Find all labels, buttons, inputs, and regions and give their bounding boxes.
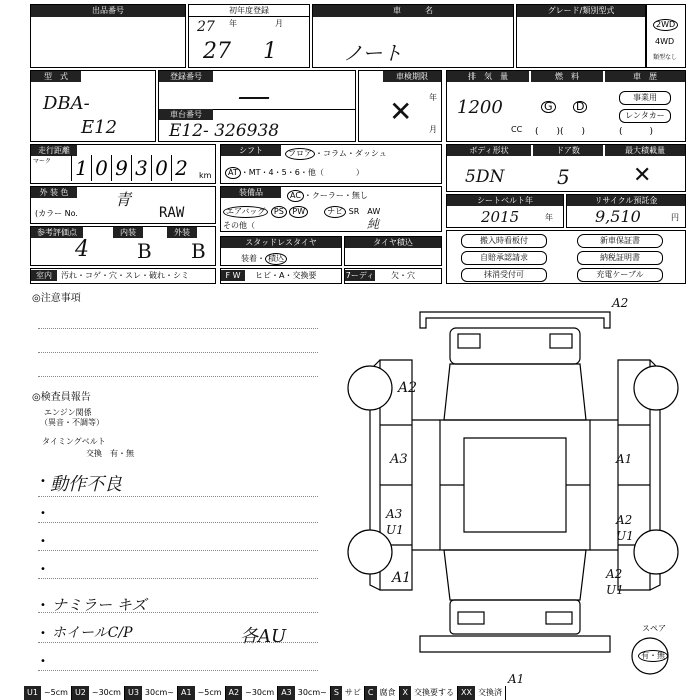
legend-value: 腐食: [377, 686, 400, 700]
shift-close: ）: [355, 168, 364, 177]
grades-box: [30, 226, 216, 266]
interior-cond-box: [30, 268, 216, 284]
first-reg-box: [188, 4, 310, 68]
mileage-label: 走行距離: [31, 145, 77, 156]
mark-a1-right: A1: [616, 452, 633, 466]
tire-depth-box: [344, 268, 442, 284]
legend-value: 交換要する: [411, 686, 458, 700]
note-1: 動作不良: [50, 474, 122, 495]
mileage-digits: [71, 155, 191, 181]
mark-a1-left: A1: [392, 570, 412, 586]
first-reg-year-label: 年: [229, 19, 237, 28]
engine-box: 排 気 量 燃 料 車 歴 1200 CC G D ( )( ) 事業用 レンタカー ( ): [446, 70, 686, 142]
type-label: 車 歴: [605, 71, 685, 82]
windshield-text: ヒビ・A・交換要: [255, 271, 317, 280]
timing-label: タイミングベルト: [42, 437, 106, 446]
drive-4wd: 4WD: [655, 37, 675, 46]
spare-label: スペア: [642, 624, 666, 633]
displacement-label: 排 気 量: [447, 71, 529, 82]
tire-depth-label: 7ーディ: [345, 271, 375, 280]
car-name-label: 車 名: [313, 5, 513, 17]
capacity-label: 最大積載量: [605, 145, 685, 156]
chassis-value: E12- 326938: [169, 121, 280, 141]
lot-box: [30, 4, 186, 68]
capacity-value: ✕: [633, 163, 652, 188]
grade-exterior-label: 外装: [167, 227, 197, 238]
equip-ac: AC: [287, 190, 304, 202]
seatbelt-box: [446, 194, 564, 228]
exterior-color-box: [30, 186, 216, 224]
legend-key: U3: [125, 686, 142, 700]
grade-box: [516, 4, 646, 68]
equip-navi: ナビ: [324, 206, 346, 218]
mileage-digit: 9: [111, 155, 131, 181]
drive-box: [646, 4, 686, 68]
studless-box: スタッドレスタイヤ 装着・ 積込: [220, 236, 342, 266]
car-diagram: [340, 300, 680, 680]
legend-value: 交換済: [475, 686, 506, 700]
model-label: 型 式: [31, 71, 81, 82]
exterior-color-value: 青: [115, 190, 132, 209]
opt-b3: 自賠承認請求: [461, 251, 547, 265]
first-reg-month-label: 月: [275, 19, 283, 28]
grade-label-overall: 参考評価点: [31, 227, 83, 238]
legend-key: X: [400, 686, 411, 700]
opt-b5: 抹消受付可: [461, 268, 547, 282]
fuel-label: 燃 料: [531, 71, 603, 82]
legend-value: サビ: [342, 686, 365, 700]
equip-none: 無し: [351, 191, 368, 200]
engine-sub: （異音・不調等）: [40, 418, 104, 427]
seatbelt-value: 2015: [481, 208, 520, 226]
interior-cond-text: 汚れ・コゲ・穴・スレ・破れ・シミ: [61, 271, 189, 280]
exterior-color-sub: (カラー No.: [35, 209, 78, 218]
type-rental: レンタカー: [619, 109, 671, 123]
mark-a2-top: A2: [612, 296, 629, 310]
cc-label: CC: [511, 125, 523, 134]
windshield-label: F W: [221, 270, 245, 281]
doors-value: 5: [557, 165, 570, 189]
legend-value: ~30cm: [89, 686, 125, 700]
opt-b4: 納税証明書: [577, 251, 663, 265]
opt-b6: 充電ケーブル: [577, 268, 663, 282]
recycle-unit: 円: [671, 213, 679, 222]
opt-b1: 搬入時看板付: [461, 234, 547, 248]
mileage-digit: 3: [131, 155, 151, 181]
shift-column: コラム: [323, 149, 347, 158]
grade-interior-label: 内装: [113, 227, 143, 238]
caution-label: ◎注意事項: [32, 293, 81, 304]
legend-value: ~5cm: [195, 686, 226, 700]
first-reg-label: 初年度登録: [189, 5, 309, 17]
recycle-value: 9,510: [595, 207, 641, 226]
shift-floor: フロア: [285, 148, 315, 160]
legend-value: ~5cm: [41, 686, 72, 700]
equip-sr: SR: [348, 207, 360, 216]
inspector-label: ◎検査員報告: [32, 392, 91, 403]
note-4: 各AU: [240, 626, 287, 647]
mileage-sub-label: マーク: [33, 158, 52, 165]
grade-interior-value: B: [137, 239, 152, 263]
equip-aw: AW: [367, 207, 381, 216]
shift-other: 他（: [307, 168, 324, 177]
body-type-label: ボディ形状: [447, 145, 531, 156]
lot-label: 出品番号: [31, 5, 185, 17]
studless-opt2: 積込: [265, 253, 287, 265]
mark-a1-bottom: A1: [508, 672, 525, 686]
interior-cond-label: 室内: [31, 270, 57, 281]
shift-at: AT: [225, 167, 241, 179]
tire-depth-text: 欠・穴: [391, 271, 415, 280]
equipment-box: 装備品 AC ・クーラー・無し エアバッグ PS PW ナビ SR AW その他（ 純: [220, 186, 442, 232]
exterior-color-code: RAW: [159, 205, 185, 221]
legend-key: C: [365, 686, 377, 700]
mileage-box: [30, 144, 216, 184]
inspection-month-label: 月: [429, 125, 437, 134]
mileage-unit: km: [199, 171, 212, 180]
legend-key: U1: [24, 686, 41, 700]
body-type-value: 5DN: [465, 167, 505, 187]
recycle-box: [566, 194, 686, 228]
equip-pw: PW: [289, 206, 308, 218]
first-reg-era: 27: [197, 19, 215, 35]
grade-label: グレード/類別型式: [517, 5, 645, 17]
seatbelt-label: シートベルト年: [447, 195, 563, 206]
body-box: [446, 144, 686, 192]
equip-airbag: エアバッグ: [223, 206, 268, 218]
spare-value: 有・無: [638, 650, 668, 662]
mark-a3u1: A3 U1: [386, 507, 404, 537]
note-2: ナミラー キズ: [52, 596, 147, 614]
first-reg-month: 1: [263, 39, 277, 64]
chassis-label: 車台番号: [159, 109, 213, 120]
windshield-box: [220, 268, 342, 284]
seatbelt-unit: 年: [545, 213, 553, 222]
grade-exterior-value: B: [191, 239, 206, 263]
inspection-box: [358, 70, 442, 142]
model-value-1: DBA-: [43, 93, 90, 114]
note-3: ホイールC/P: [52, 625, 133, 641]
registration-value: ―: [239, 79, 269, 114]
recycle-label: リサイクル預託金: [567, 195, 685, 206]
legend-strip: [24, 686, 700, 700]
legend-key: XX: [458, 686, 475, 700]
first-reg-year: 27: [203, 39, 231, 64]
inspection-value: ✕: [389, 95, 413, 128]
legend-key: U2: [72, 686, 89, 700]
legend-key: S: [331, 686, 342, 700]
equipment-label: 装備品: [221, 187, 281, 198]
registration-box: [158, 70, 356, 142]
options-box: [446, 230, 686, 284]
inspection-label: 車検期限: [383, 71, 441, 82]
fuel-d: D: [573, 101, 587, 113]
legend-key: A2: [226, 686, 243, 700]
car-name-box: [312, 4, 514, 68]
inspection-year-label: 年: [429, 93, 437, 102]
legend-key: A3: [278, 686, 295, 700]
exterior-color-label: 外 装 色: [31, 187, 77, 198]
equip-cooler: クーラー: [311, 191, 344, 200]
displacement-value: 1200: [457, 97, 503, 118]
mark-a2u1: A2 U1: [616, 513, 634, 543]
model-box: [30, 70, 156, 142]
mileage-digit: 0: [91, 155, 111, 181]
equip-other: その他（: [223, 221, 255, 230]
type-business: 事業用: [619, 91, 671, 105]
studless-opt1: 装着: [241, 254, 257, 263]
legend-value: 30cm~: [295, 686, 331, 700]
registration-label: 登録番号: [159, 71, 213, 82]
equip-handwritten: 純: [367, 217, 380, 231]
drive-2wd: 2WD: [653, 19, 678, 31]
engine-label: エンジン関係: [44, 408, 92, 417]
mileage-digit: 2: [171, 155, 191, 181]
shift-dash: ダッシュ: [354, 149, 387, 158]
timing-value: 交換 有・無: [86, 449, 134, 458]
mileage-digit: 0: [151, 155, 171, 181]
drive-other: 類型なし: [653, 54, 678, 61]
mileage-digit: 1: [71, 155, 91, 181]
mark-a2u1-right: A2 U1: [606, 567, 624, 597]
mark-a3-left: A3: [390, 452, 408, 467]
legend-value: ~30cm: [242, 686, 278, 700]
mark-a2-left: A2: [398, 380, 418, 396]
shift-label: シフト: [221, 145, 281, 156]
doors-label: ドア数: [533, 145, 603, 156]
grade-overall-value: 4: [75, 237, 89, 262]
model-value-2: E12: [81, 117, 118, 138]
tire-load-box: [344, 236, 442, 266]
equip-ps: PS: [271, 206, 287, 218]
fuel-g: G: [541, 101, 556, 113]
shift-mt: MT: [248, 168, 261, 177]
legend-key: A1: [178, 686, 195, 700]
tire-load-label: タイヤ積込: [345, 237, 441, 248]
studless-label: スタッドレスタイヤ: [221, 237, 341, 248]
shift-speeds: 4・5・6: [268, 168, 300, 177]
shift-box: シフト フロア ・コラム・ダッシュ AT ・MT・4・5・6・他（ ）: [220, 144, 442, 184]
car-name-value: ノート: [343, 41, 403, 65]
opt-b2: 新車保証書: [577, 234, 663, 248]
legend-value: 30cm~: [142, 686, 178, 700]
